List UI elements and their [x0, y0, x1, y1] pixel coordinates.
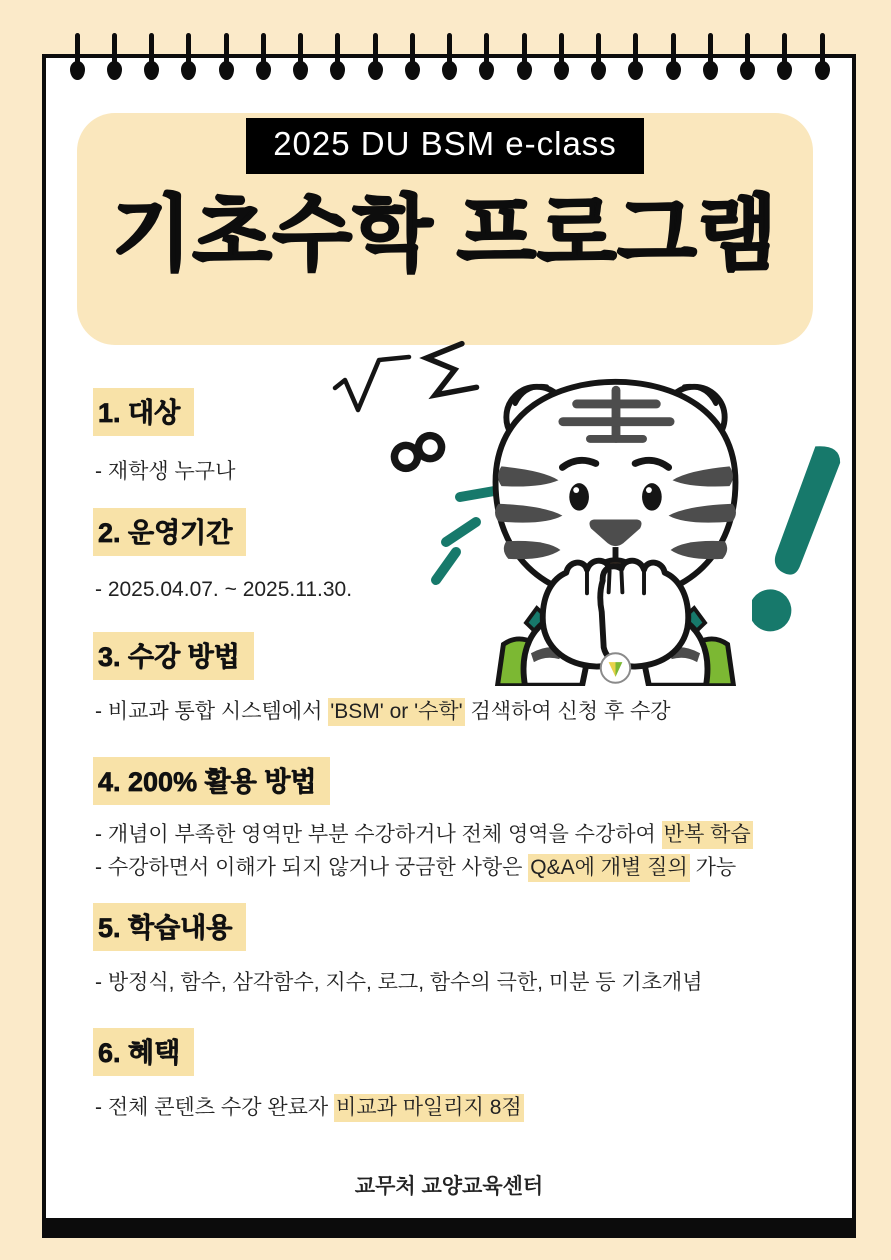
binding-pin-ball [591, 61, 606, 80]
section-target-heading: 1. 대상 [93, 388, 194, 436]
section-content-heading: 5. 학습내용 [93, 903, 246, 951]
binding-pin-ball [479, 61, 494, 80]
usage-line-1: - 개념이 부족한 영역만 부분 수강하거나 전체 영역을 수강하여 반복 학습 [95, 818, 753, 851]
usage-line-2: - 수강하면서 이해가 되지 않거나 궁금한 사항은 Q&A에 개별 질의 가능 [95, 851, 753, 884]
binding-pin-ball [70, 61, 85, 80]
section-method-body: - 비교과 통합 시스템에서 'BSM' or '수학' 검색하여 신청 후 수강 [95, 695, 671, 728]
binding-pin-ball [368, 61, 383, 80]
section-content-body: - 방정식, 함수, 삼각함수, 지수, 로그, 함수의 극한, 미분 등 기초개념 [95, 971, 703, 994]
infinity-icon [382, 428, 454, 476]
binding-pin-ball [293, 61, 308, 80]
section-method-heading: 3. 수강 방법 [93, 632, 254, 680]
binding-pin-ball [554, 61, 569, 80]
binding-pin-ball [144, 61, 159, 80]
binding-pin-ball [405, 61, 420, 80]
spiral-binding [0, 0, 891, 120]
section-usage-body [95, 818, 753, 884]
title-panel [77, 113, 813, 345]
binding-pin-ball [219, 61, 234, 80]
binding-pin-ball [815, 61, 830, 80]
exclamation-icon [752, 437, 842, 662]
binding-pin-ball [107, 61, 122, 80]
section-benefit-body: - 전체 콘텐츠 수강 완료자 비교과 마일리지 8점 [95, 1091, 524, 1124]
binding-pin-ball [740, 61, 755, 80]
sqrt-icon [332, 354, 412, 414]
section-benefit-heading: 6. 혜택 [93, 1028, 194, 1076]
binding-pin-ball [330, 61, 345, 80]
binding-pin-ball [777, 61, 792, 80]
binding-pin-ball [181, 61, 196, 80]
banner-label: 2025 DU BSM e-class [246, 118, 644, 174]
binding-pin-ball [256, 61, 271, 80]
footer-organization: 교무처 교양교육센터 [354, 1175, 544, 1198]
binding-pin-ball [628, 61, 643, 80]
section-usage-heading: 4. 200% 활용 방법 [93, 757, 330, 805]
section-period-heading: 2. 운영기간 [93, 508, 246, 556]
binding-pin-ball [703, 61, 718, 80]
section-period-body: - 2025.04.07. ~ 2025.11.30. [95, 578, 353, 601]
binding-pin-ball [517, 61, 532, 80]
binding-pin-ball [666, 61, 681, 80]
binding-pin-ball [442, 61, 457, 80]
tiger-mascot-image [468, 356, 763, 686]
section-target-body: - 재학생 누구나 [95, 460, 236, 483]
poster-title: 기초수학 프로그램 [112, 189, 778, 280]
